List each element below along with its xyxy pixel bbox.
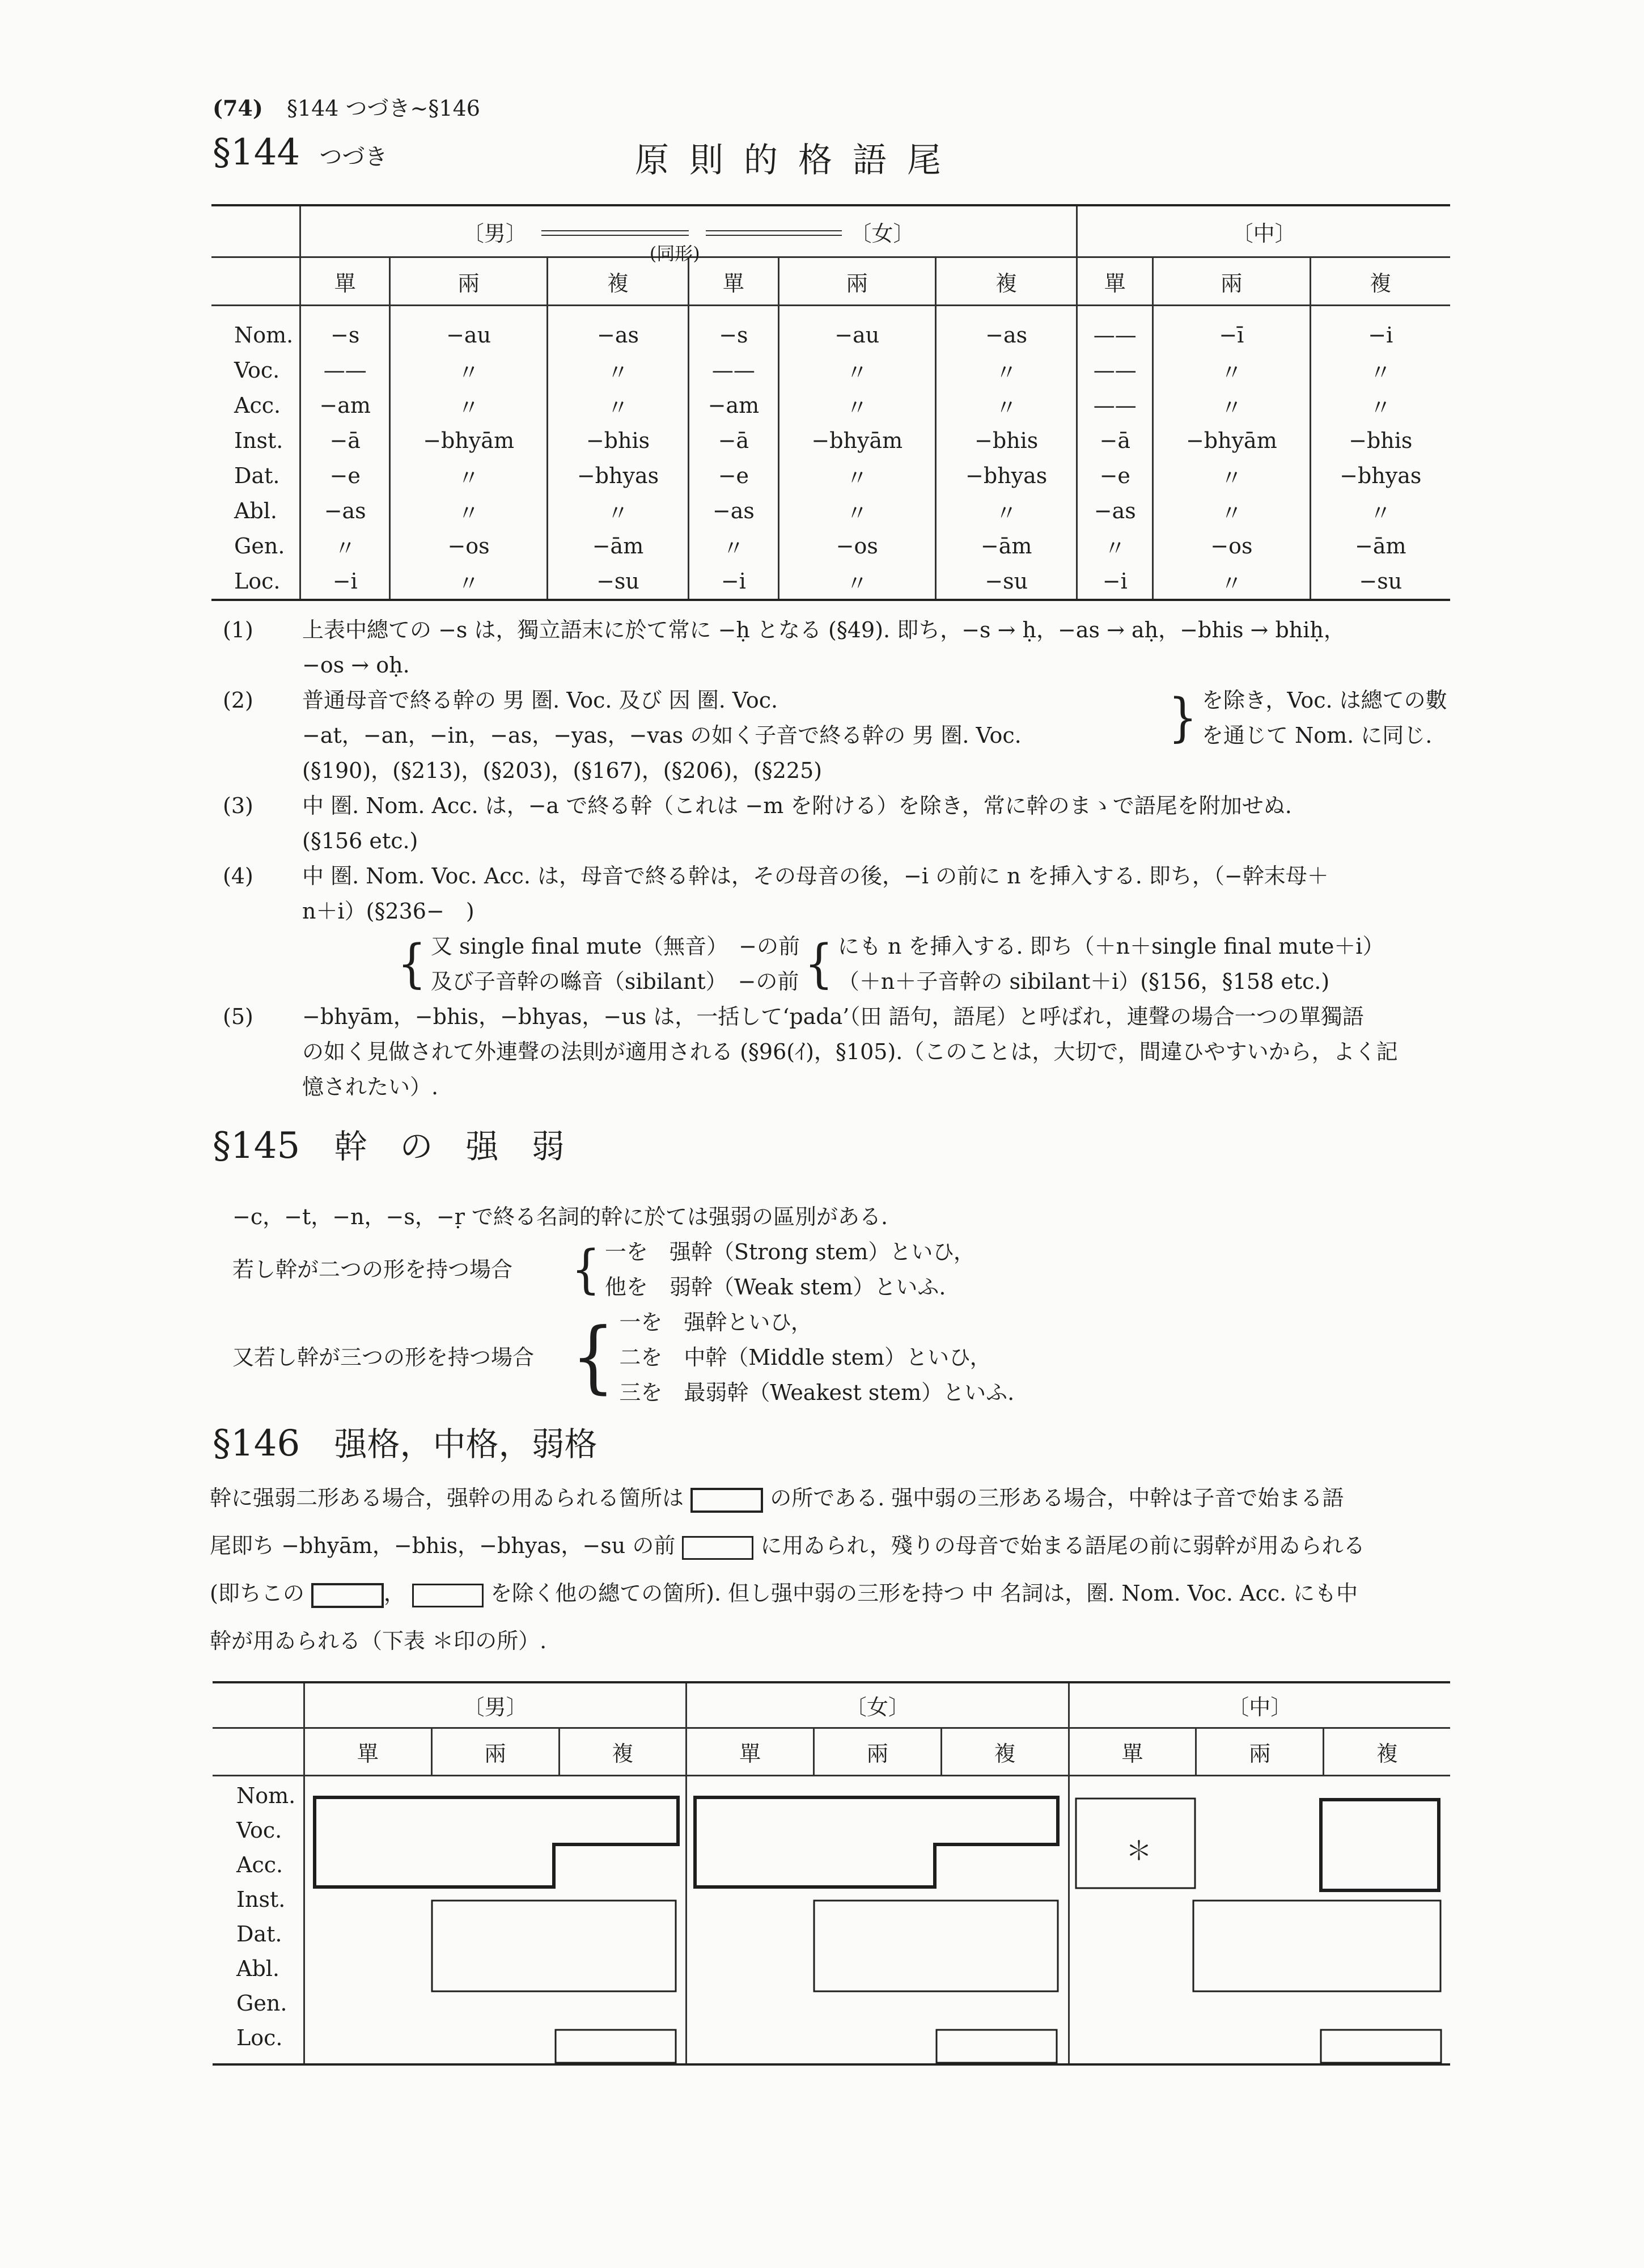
section-range: §144 つづき~§146	[286, 96, 480, 121]
ending-cell: 〃	[1153, 493, 1310, 528]
ending-cell: −au	[778, 306, 935, 353]
ending-cell: 〃	[390, 493, 547, 528]
case-label: Gen.	[234, 534, 285, 558]
ending-cell: 〃	[778, 353, 935, 388]
ending-cell: −au	[390, 306, 547, 353]
ending-cell: 〃	[1310, 493, 1450, 528]
fem-loc-box	[937, 2030, 1057, 2063]
ending-cell: 〃	[390, 458, 547, 493]
ending-cell: −am	[689, 388, 778, 423]
ending-cell: −ām	[547, 528, 688, 564]
num-sg: 單	[1077, 257, 1153, 306]
ending-cell: −bhyām	[778, 423, 935, 458]
ending-cell: −ām	[935, 528, 1077, 564]
masc-middle-box	[432, 1901, 676, 1991]
ending-cell: −ā	[689, 423, 778, 458]
ending-cell: −i	[1077, 564, 1153, 600]
ending-cell: −bhis	[547, 423, 688, 458]
neut-pl-strong-box	[1321, 1800, 1439, 1890]
brace-icon: {	[804, 933, 833, 994]
note-5: (5) −bhyām，−bhis，−bhyas，−us は，一括して‘pada’（田 語句，語尾）と呼ばれ，連聲の場合一つの單獨語 の如く見做されて外連聲の法則が適用される (§96(ｲ)，§105).（このことは，大切で，間違ひやすいから，よく記 憶されたい）.	[223, 1004, 1398, 1099]
ending-cell: −bhyas	[547, 458, 688, 493]
ending-cell: −bhis	[935, 423, 1077, 458]
section-146-heading: §146 强格，中格，弱格	[213, 1423, 598, 1465]
num-sg: 單	[689, 257, 778, 306]
masc-loc-box	[556, 2030, 676, 2063]
note-4: (4) 中 圏. Nom. Voc. Acc. は，母音で終る幹は，その母音の後，−i の前に n を挿入する. 即ち，（−幹末母＋ n＋i）(§236− ) { 又 single final mute（無音） −の前 及び子音幹の噝音（sibilant） −の前 { にも n を挿入する. 即ち（＋n＋single final mute＋i） （＋n＋子音幹の sibilant＋i）(§156，§158 etc.)	[223, 864, 1384, 994]
ending-cell: −as	[1077, 493, 1153, 528]
case-label: Acc.	[234, 393, 281, 418]
ending-cell: 〃	[778, 458, 935, 493]
ending-cell: 〃	[1153, 564, 1310, 600]
ending-cell: 〃	[1153, 388, 1310, 423]
neut-loc-box	[1321, 2030, 1441, 2063]
masc-header: 〔男〕 (同形)	[300, 205, 689, 257]
page-number: (74)	[213, 95, 263, 121]
section-subtitle: つづき	[319, 144, 388, 170]
ending-cell: −i	[689, 564, 778, 600]
section-145-title: 幹 の 强 弱	[334, 1127, 565, 1166]
ending-cell: −am	[300, 388, 390, 423]
ending-cell: 〃	[390, 564, 547, 600]
brace-icon: {	[571, 1238, 600, 1300]
case-label: Loc.	[234, 569, 281, 594]
fem-strong-box	[695, 1797, 1058, 1887]
num-du: 兩	[390, 257, 547, 306]
ending-cell: −bhyas	[1310, 458, 1450, 493]
ending-cell: 〃	[778, 564, 935, 600]
case-label: Voc.	[234, 358, 280, 383]
ending-cell: −i	[1310, 306, 1450, 353]
ending-cell: −e	[689, 458, 778, 493]
ending-cell: 〃	[1310, 388, 1450, 423]
case-label: Abl.	[234, 498, 277, 523]
case-label: Nom.	[234, 323, 294, 348]
ending-cell: −su	[547, 564, 688, 600]
section-145-body: −c，−t，−n，−s，−ṛ で終る名詞的幹に於ては强弱の區別がある. 若し幹が二つの形を持つ場合 { 一を 强幹（Strong stem）といひ， 他を 弱幹（Weak stem）といふ. 又若し幹が三つの形を持つ場合 { 一を 强幹といひ， 二を 中幹（Middle stem）といひ， 三を 最弱幹（Weakest stem）といふ.	[232, 1199, 1014, 1410]
ending-cell: ——	[300, 353, 390, 388]
ending-cell: 〃	[778, 388, 935, 423]
ending-cell: −as	[300, 493, 390, 528]
ending-cell: 〃	[778, 493, 935, 528]
intro: −c，−t，−n，−s，−ṛ で終る名詞的幹に於ては强弱の區別がある.	[232, 1204, 888, 1229]
ending-cell: −as	[689, 493, 778, 528]
note-3: (3) 中 圏. Nom. Acc. は，−a で終る幹（これは −m を附ける）を除き，常に幹のまゝで語尾を附加せぬ. (§156 etc.)	[223, 793, 1292, 853]
ending-cell: 〃	[547, 493, 688, 528]
ending-cell: −ā	[300, 423, 390, 458]
num-sg: 單	[300, 257, 390, 306]
ending-cell: −i	[300, 564, 390, 600]
ending-cell: −bhyas	[935, 458, 1077, 493]
ending-cell: −bhyām	[1153, 423, 1310, 458]
ending-cell: 〃	[300, 528, 390, 564]
section-145-heading: §145 幹 の 强 弱	[213, 1125, 565, 1167]
same-form-label: (同形)	[649, 243, 700, 264]
neut-header: 〔中〕	[1069, 1682, 1450, 1728]
ending-cell: 〃	[390, 353, 547, 388]
note-1: (1) 上表中總ての −s は，獨立語末に於て常に −ḥ となる (§49). 即ち，−s → ḥ，−as → aḥ，−bhis → bhiḥ， −os → oḥ.	[223, 617, 1345, 678]
brace-icon: }	[1168, 687, 1197, 748]
fem-header: 〔女〕	[689, 205, 1077, 257]
ending-cell: 〃	[1153, 458, 1310, 493]
ending-cell: 〃	[935, 353, 1077, 388]
ending-cell: −ī	[1153, 306, 1310, 353]
ending-cell: ——	[689, 353, 778, 388]
masc-header: 〔男〕	[304, 1682, 686, 1728]
ending-cell: −su	[935, 564, 1077, 600]
ending-cell: 〃	[689, 528, 778, 564]
note-2: (2) 普通母音で終る幹の 男 圏. Voc. 及び 因 圏. Voc. −at，−an，−in，−as，−yas，−vas の如く子音で終る幹の 男 圏. Voc. } を除き，Voc. は總ての數 を通じて Nom. に同じ. (§190)，(§213)，(§203)，(§167)，(§206)，(§225)	[223, 687, 1447, 783]
ending-cell: −s	[300, 306, 390, 353]
star-mark: ＊	[1126, 1835, 1152, 1866]
ending-cell: −as	[935, 306, 1077, 353]
fem-header: 〔女〕	[687, 1682, 1069, 1728]
neut-middle-box	[1193, 1901, 1440, 1991]
ending-cell: −e	[300, 458, 390, 493]
brace-icon: {	[571, 1311, 615, 1403]
stem-strength-table: 〔男〕 〔女〕 〔中〕 單 兩 複 單 兩 複 單 兩 複 Nom. Voc. Acc. Inst. Dat. Abl. Gen. Loc.	[213, 1681, 1450, 2066]
ending-cell: 〃	[390, 388, 547, 423]
ending-cell: 〃	[935, 388, 1077, 423]
ending-cell: −as	[547, 306, 688, 353]
num-du: 兩	[1153, 257, 1310, 306]
section-144-title: 原則的格語尾	[635, 141, 961, 180]
ending-cell: −bhyām	[390, 423, 547, 458]
ending-cell: −bhis	[1310, 423, 1450, 458]
ending-cell: 〃	[1310, 353, 1450, 388]
ending-cell: 〃	[547, 353, 688, 388]
brace-icon: {	[397, 933, 426, 994]
fem-middle-box	[814, 1901, 1058, 1991]
ending-cell: −e	[1077, 458, 1153, 493]
ending-cell: −su	[1310, 564, 1450, 600]
section-146-title: 强格，中格，弱格	[334, 1425, 598, 1463]
ending-cell: 〃	[935, 493, 1077, 528]
ending-cell: ——	[1077, 306, 1153, 353]
section-146-body: 幹に强弱二形ある場合，强幹の用ゐられる箇所は の所である. 强中弱の三形ある場合，中幹は子音で始まる語 尾即ち −bhyām，−bhis，−bhyas，−su の前 に用ゐられ，殘りの母音で始まる語尾の前に弱幹が用ゐられる (即ちこの ， を除く他の總ての箇所). 但し强中弱の三形を持つ 中 名詞は，圏. Nom. Voc. Acc. にも中 幹が用ゐられる（下表 ＊印の所）.	[210, 1486, 1365, 1653]
case-label: Inst.	[234, 428, 283, 453]
ending-cell: −os	[778, 528, 935, 564]
ending-cell: ——	[1077, 353, 1153, 388]
section-number: §144	[213, 132, 300, 174]
ending-cell: 〃	[1077, 528, 1153, 564]
case-label: Dat.	[234, 463, 280, 488]
neut-header: 〔中〕	[1077, 205, 1450, 257]
num-pl: 複	[935, 257, 1077, 306]
ending-cell: 〃	[547, 388, 688, 423]
ending-cell: −ā	[1077, 423, 1153, 458]
num-pl: 複	[547, 257, 688, 306]
ending-cell: −s	[689, 306, 778, 353]
num-du: 兩	[778, 257, 935, 306]
masc-strong-box	[315, 1797, 678, 1887]
ending-cell: −os	[390, 528, 547, 564]
ending-cell: −os	[1153, 528, 1310, 564]
ending-cell: −ām	[1310, 528, 1450, 564]
num-pl: 複	[1310, 257, 1450, 306]
ending-cell: 〃	[1153, 353, 1310, 388]
case-labels: Nom. Voc. Acc. Inst. Dat. Abl. Gen. Loc.	[236, 1783, 296, 2050]
ending-cell: ——	[1077, 388, 1153, 423]
